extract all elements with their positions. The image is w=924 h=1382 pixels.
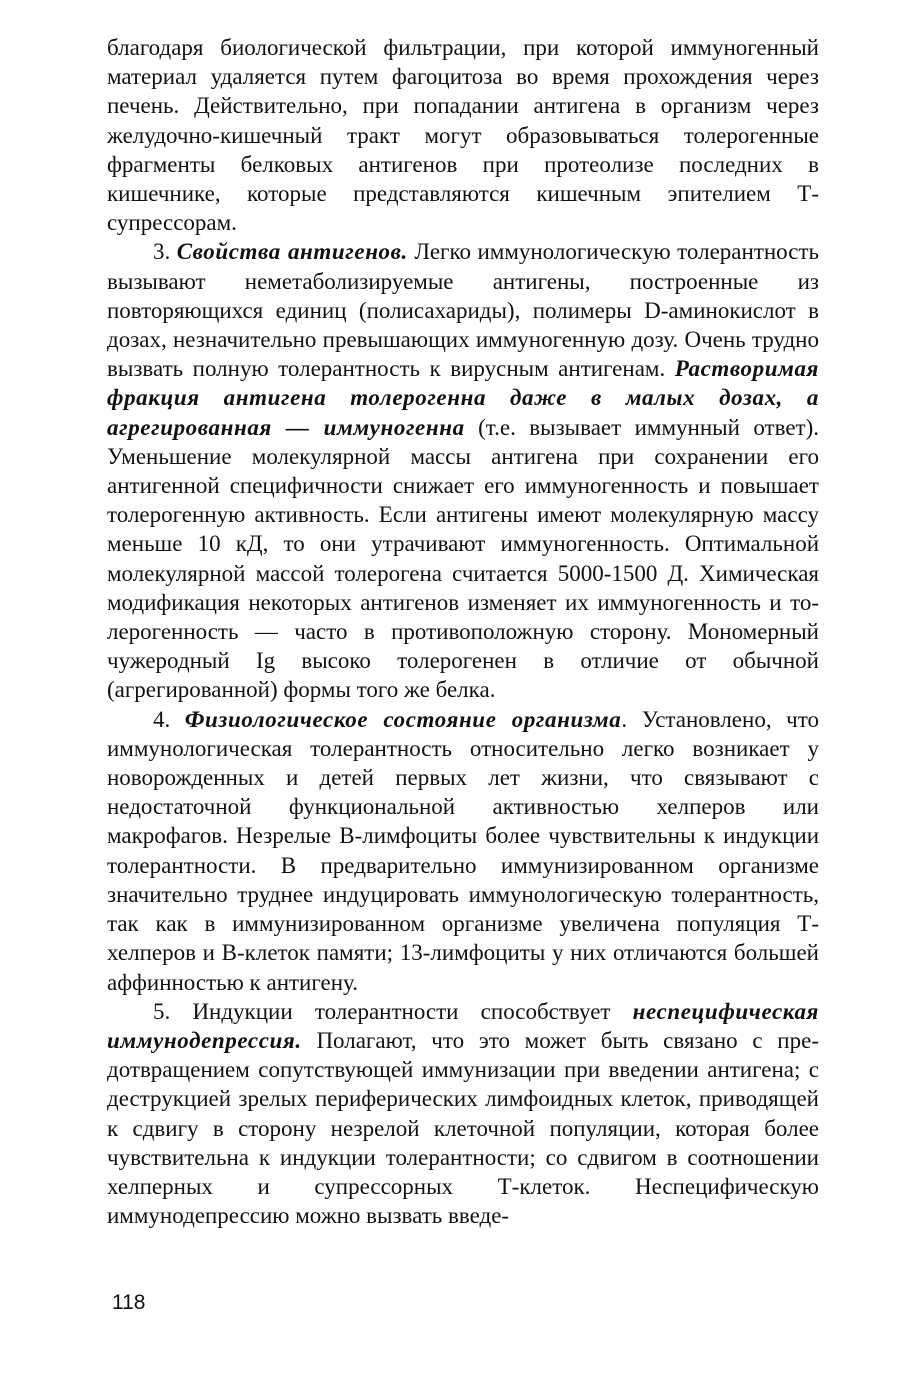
paragraph-3-heading: Свойства антигенов. (176, 239, 408, 265)
paragraph-4-number: 4. (153, 706, 185, 732)
paragraph-3-text-a: Легко иммунологическую толерантность вызывают неметаболизируемые антигены, построенные из повторяющихся единиц (полисахариды), полимеры D-аминокислот в дозах, незначительно превышающих иммуногенную дозу. Очень трудно вызвать полную толерантность к вирусным антигенам. (107, 239, 819, 382)
paragraph-3-emphasis: Растворимая фракция антигена толерогенна даже в малых дозах, а агрегированная — иммуногенна (107, 356, 819, 440)
paragraph-3 (107, 237, 819, 704)
paragraph-4-text: . Установлено, что иммунологическая толерантность относительно легко возникает у новорожденных и детей первых лет жизни, что связывают с недостаточной функциональной активностью хелперов или макрофагов. Незрелые В-лимфоциты более чувствительны к индукции толерантности. В предварительно иммунизированном организме значительно труднее индуцировать иммунологическую толерантность, так как в иммунизированном организме увеличена популяция Т-хелперов и В-клеток памяти; 13-лимфоциты у них отличаются большей аффинностью к антигену. (107, 706, 819, 995)
paragraph-5-text-a: Индукции толерантности способствует (192, 998, 633, 1024)
body-text (107, 33, 819, 1230)
paragraph-5-text-b: Полагают, что это может быть связано с предотвращением сопутствующей иммунизации при введении антигена; с деструкцией зрелых периферических лимфоидных клеток, приводящей к сдвигу в сторону незрелой клеточной популяции, которая более чувствительна к индукции толерантности; со сдвигом в соотношении хелперных и супрессорных Т-клеток. Неспецифическую иммунодепрессию можно вызвать введе- (107, 1027, 819, 1229)
paragraph-5 (107, 997, 819, 1231)
paragraph-5-heading: неспецифическая иммунодепрессия. (107, 998, 819, 1053)
paragraph-3-text-b: (т.е. вызывает иммунный ответ). Уменьшение молекулярной массы антигена при сохранении его антигенной специфичности снижает его иммуногенность и повышает толерогенную активность. Если антигены имеют молекулярную массу меньше 10 кД, то они утрачивают иммуногенность. Оптимальной молекулярной массой толерогена считается 5000-1500 Д. Химическая модификация некоторых антигенов изменяет их иммуногенность и толерогенность — часто в противоположную сторону. Мономерный чужеродный Ig высоко толерогенен в отличие от обычной (агрегированной) формы того же белка. (107, 414, 819, 703)
paragraph-3-number: 3. (153, 239, 177, 265)
paragraph-4-heading: Физиологическое состояние организма (184, 706, 622, 732)
paragraph-5-number: 5. (153, 998, 193, 1024)
paragraph-4 (107, 705, 819, 997)
paragraph-1-text: благодаря биологической фильтрации, при которой иммуногенный материал удаляется путем фагоцитоза во время прохождения через печень. Действительно, при попадании антигена в организм через желудочно-кишечный тракт могут образовываться толерогенные фрагменты белковых антигенов при протеолизе последних в кишечнике, которые представляются кишечным эпителием Т-супрессорам. (107, 35, 819, 236)
page-number: 118 (112, 1291, 146, 1314)
paragraph-1 (107, 33, 819, 237)
